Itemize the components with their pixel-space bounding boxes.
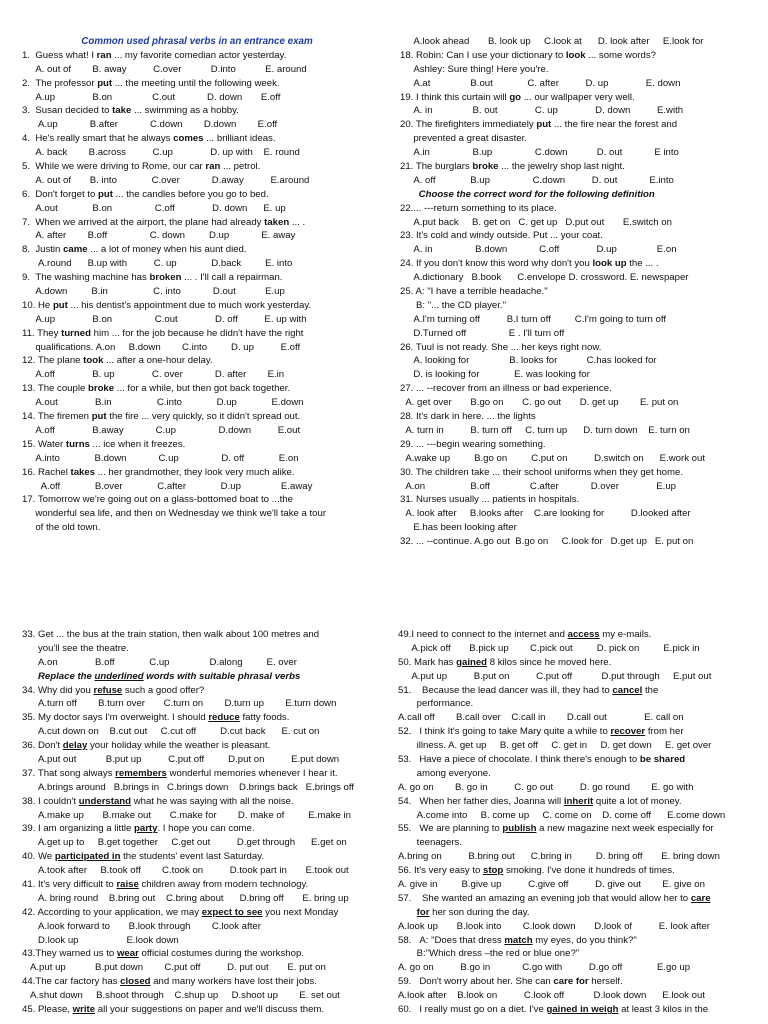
col2-line: A.wake up B.go on C.put on D.switch on E.work out <box>400 452 705 464</box>
col2-line: A.dictionary B.book C.envelope D. crossword. E. newspaper <box>400 272 689 284</box>
col1-line: of the old town. <box>22 522 101 534</box>
col1-line: A.out B.in C.into D.up E.down <box>22 397 304 409</box>
col1-line: 17. Tomorrow we're going out on a glass-bottomed boat to ...the <box>22 494 293 506</box>
column-right-bottom <box>398 628 760 1017</box>
col4-line: A.bring on B.bring out C.bring in D. bring off E. bring down <box>398 851 720 863</box>
col1-line: A.off B.away C.up D.down E.out <box>22 424 301 436</box>
col2-line: A. get over B.go on C. go out D. get up E. put on <box>400 397 679 409</box>
col1-line: 13. The couple broke ... for a while, but then got back together. <box>22 383 291 395</box>
col1-line: 1. Guess what! I ran ... my favorite comedian actor yesterday. <box>22 49 287 61</box>
col2-line: E.has been looking after <box>400 522 517 534</box>
questions-1-17 <box>22 49 372 535</box>
col3-line: Replace the underlined words with suitable phrasal verbs <box>38 670 301 682</box>
col1-line: A.up B.after C.down D.down E.off <box>22 119 278 131</box>
col2-line: A.look ahead B. look up C.look at D. look after E.look for <box>400 36 704 47</box>
col1-line: 15. Water turns ... ice when it freezes. <box>22 438 186 450</box>
col2-line: D.Turned off E . I'll turn off <box>400 327 565 339</box>
col2-line: 25. A: "I have a terrible headache." <box>400 286 548 298</box>
col1-line: A. out of B. into C.over D.away E.around <box>22 174 310 186</box>
col1-line: 5. While we were driving to Rome, our car ran ... petrol. <box>22 161 261 173</box>
col3-line: 38. I couldn't understand what he was saying with all the noise. <box>22 795 294 807</box>
col2-line: 24. If you don't know this word why don't you look up the ... . <box>400 258 659 270</box>
col3-line: you'll see the theatre. <box>22 642 129 654</box>
col4-line: 52. I think It's going to take Mary quite a while to recover from her <box>398 726 684 738</box>
col3-line: A.look forward to B.look through C.look after <box>22 920 261 932</box>
col3-line: A.on B.off C.up D.along E. over <box>22 656 297 668</box>
col4-line: 60. I really must go on a diet. I've gained in weigh at least 3 kilos in the <box>398 1004 709 1016</box>
col3-line: A.shut down B.shoot through C.shup up D.shoot up E. set out <box>22 990 340 1002</box>
col1-line: 14. The firemen put the fire ... very quickly, so it didn't spread out. <box>22 411 301 423</box>
col4-line: among everyone. <box>398 767 491 779</box>
col1-line: A. back B.across C.up D. up with E. round <box>22 147 300 159</box>
col2-line: 30. The children take ... their school uniforms when they get home. <box>400 466 683 478</box>
col3-line: A.put up B.put down C.put off D. put out E. put on <box>22 962 326 974</box>
col1-line: qualifications. A.on B.down C.into D. up E.off <box>22 341 301 353</box>
col4-line: B:"Which dress –the red or blue one?" <box>398 948 580 960</box>
col1-line: 9. The washing machine has broken ... . I'll call a repairman. <box>22 272 283 284</box>
col2-line: 32. ... --continue. A.go out B.go on C.look for D.get up E. put on <box>400 536 694 548</box>
col3-line: 39. I am organizing a little party. I hope you can come. <box>22 823 255 835</box>
col3-line: 40. We participated in the students' event last Saturday. <box>22 851 264 863</box>
col2-line: 28. It's dark in here. ... the lights <box>400 411 536 423</box>
col3-line: A.turn off B.turn over C.turn on D.turn up E.turn down <box>22 698 337 710</box>
col3-line: 34. Why did you refuse such a good offer? <box>22 684 205 696</box>
col2-line: 26. Tuul is not ready. She ... her keys right now. <box>400 341 602 353</box>
col1-line: 11. They turned him ... for the job because he didn't have the right <box>22 327 304 339</box>
document-title: Common used phrasal verbs in an entrance exam <box>81 36 313 47</box>
col2-line: 31. Nurses usually ... patients in hospitals. <box>400 494 580 506</box>
col1-line: 2. The professor put ... the meeting until the following week. <box>22 77 280 89</box>
col1-line: A.out B.on C.off D. down E. up <box>22 202 286 214</box>
col4-line: for her son during the day. <box>416 906 530 918</box>
col1-line: 6. Don't forget to put ... the candles before you go to bed. <box>22 188 269 200</box>
col3-line: 33. Get ... the bus at the train station, then walk about 100 metres and <box>22 629 320 640</box>
col4-line: A.come into B. come up C. come on D. come off E.come down <box>398 809 726 821</box>
col2-line: A. looking for B. looks for C.has looked for <box>400 355 657 367</box>
col3-line: A.put out B.put up C.put off D.put on E.put down <box>22 754 340 766</box>
col3-line: A.make up B.make out C.make for D. make of E.make in <box>22 809 351 821</box>
col2-line: prevented a great disaster. <box>400 133 527 145</box>
col1-line: A.up B.on C.out D. off E. up with <box>22 313 307 325</box>
col4-line: 56. It's very easy to stop smoking. I've done it hundreds of times. <box>398 865 675 877</box>
col4-line: A.put up B.put on C.put off D.put through E.put out <box>398 670 712 682</box>
col4-line: 54. When her father dies, Joanna will inherit quite a lot of money. <box>398 795 682 807</box>
col4-line: teenagers. <box>398 837 462 849</box>
col3-line: A. bring round B.bring out C.bring about D.bring off E. bring up <box>22 892 349 904</box>
col2-line: 18. Robin: Can I use your dictionary to look ... some words? <box>400 49 656 61</box>
col3-line: 43.They warned us to wear official costumes during the workshop. <box>22 948 304 960</box>
col2-line: A. in B. out C. up D. down E.with <box>400 105 684 117</box>
col1-line: 7. When we arrived at the airport, the plane had already taken ... . <box>22 216 306 228</box>
col2-line: Ashley: Sure thing! Here you're. <box>400 63 549 75</box>
col4-line: illness. A. get up B. get off C. get in D. get down E. get over <box>398 740 712 752</box>
col4-line: performance. <box>398 698 474 710</box>
col1-line: A.into B.down C.up D. off E.on <box>22 452 299 464</box>
col1-line: A.up B.on C.out D. down E.off <box>22 91 281 103</box>
col3-line: D.look up E.look down <box>22 934 179 946</box>
col4-line: 57. She wanted an amazing an evening job that would allow her to care <box>398 892 711 904</box>
col4-line: 50. Mark has gained 8 kilos since he moved here. <box>398 656 612 668</box>
col4-line: 49.I need to connect to the internet and access my e-mails. <box>398 629 652 640</box>
col2-line: A.put back B. get on C. get up D.put out E.switch on <box>400 216 672 228</box>
col1-line: A. after B.off C. down D.up E. away <box>22 230 296 242</box>
col4-line: 53. Have a piece of chocolate. I think there's enough to be shared <box>398 754 686 766</box>
col4-line: A.look after B.look on C.look off D.look down E.look out <box>398 990 705 1002</box>
col4-line: A. go on B. go in C. go out D. go round E. go with <box>398 781 694 793</box>
col4-line: A.look up B.look into C.look down D.look of E. look after <box>398 920 710 932</box>
col4-line: 59. Don't worry about her. She can care for herself. <box>398 976 623 988</box>
col1-line: 3. Susan decided to take ... swimming as a hobby. <box>22 105 239 117</box>
col4-line: 51. Because the lead dancer was ill, they had to cancel the <box>398 684 659 696</box>
col2-line: A. in B.down C.off D.up E.on <box>400 244 677 256</box>
column-left-top <box>22 35 372 535</box>
col2-line: A.in B.up C.down D. out E into <box>400 147 679 159</box>
col1-line: 10. He put ... his dentist's appointment due to much work yesterday. <box>22 299 312 311</box>
col1-line: 12. The plane took ... after a one-hour delay. <box>22 355 213 367</box>
col2-line: 20. The firefighters immediately put ... the fire near the forest and <box>400 119 678 131</box>
col1-line: A.down B.in C. into D.out E.up <box>22 286 285 298</box>
col3-line: 37. That song always remembers wonderful memories whenever I hear it. <box>22 767 338 779</box>
col1-line: 16. Rachel takes ... her grandmother, they look very much alike. <box>22 466 295 478</box>
col2-line: 29. ... ---begin wearing something. <box>400 438 546 450</box>
col4-line: A.call off B.call over C.call in D.call out E. call on <box>398 712 684 724</box>
column-left-bottom <box>22 628 372 1017</box>
col2-line: 19. I think this curtain will go ... our wallpaper very well. <box>400 91 635 103</box>
col3-line: 45. Please, write all your suggestions on paper and we'll discuss them. <box>22 1004 325 1016</box>
col1-line: wonderful sea life, and then on Wednesday we think we'll take a tour <box>22 508 327 520</box>
col3-line: A.cut down on B.cut out C.cut off D.cut back E. cut on <box>22 726 320 738</box>
col1-line: 4. He's really smart that he always comes ... brilliant ideas. <box>22 133 276 145</box>
col3-line: A.get up to B.get together C.get out D.get through E.get on <box>22 837 347 849</box>
col1-line: A.round B.up with C. up D.back E. into <box>22 258 293 270</box>
col1-line: A.off B. up C. over D. after E.in <box>22 369 285 381</box>
col2-line: 21. The burglars broke ... the jewelry shop last night. <box>400 161 625 173</box>
col3-line: 44.The car factory has closed and many workers have lost their jobs. <box>22 976 317 988</box>
col2-line: A.at B.out C. after D. up E. down <box>400 77 681 89</box>
col3-line: 41. It's very difficult to raise children away from modern technology. <box>22 879 309 891</box>
col4-line: 55. We are planning to publish a new magazine next week especially for <box>398 823 714 835</box>
col2-line: B: "... the CD player." <box>400 299 506 311</box>
col4-line: 58. A: "Does that dress match my eyes, do you think?" <box>398 934 637 946</box>
column-right-top <box>400 35 760 549</box>
col2-line: A.I'm turning off B.I turn off C.I'm going to turn off <box>400 313 667 325</box>
col3-line: 42. According to your application, we may expect to see you next Monday <box>22 906 339 918</box>
col2-line: D. is looking for E. was looking for <box>400 369 590 381</box>
col3-line: A.took after B.took off C.took on D.took part in E.took out <box>22 865 349 877</box>
col2-line: A. look after B.looks after C.are looking for D.looked after <box>400 508 691 520</box>
col2-line: 23. It's cold and windy outside. Put ... your coat. <box>400 230 603 242</box>
col4-line: A.pick off B.pick up C.pick out D. pick on E.pick in <box>398 642 700 654</box>
col4-line: A. go on B.go in C.go with D.go off E.go up <box>398 962 691 974</box>
col4-line: A. give in B.give up C.give off D. give out E. give on <box>398 879 705 891</box>
col3-line: 35. My doctor says I'm overweight. I should reduce fatty foods. <box>22 712 290 724</box>
col1-line: A.off B.over C.after D.up E.away <box>22 480 313 492</box>
col2-line: Choose the correct word for the following definition <box>418 188 655 200</box>
col2-line: A.on B.off C.after D.over E.up <box>400 480 677 492</box>
col3-line: A.brings around B.brings in C.brings down D.brings back E.brings off <box>22 781 355 793</box>
col2-line: 27. ... --recover from an illness or bad experience. <box>400 383 612 395</box>
col2-line: 22.... ---return something to its place. <box>400 202 557 214</box>
col2-line: A. off B.up C.down D. out E.into <box>400 174 674 186</box>
col1-line: 8. Justin came ... a lot of money when his aunt died. <box>22 244 247 256</box>
col1-line: A. out of B. away C.over D.into E. around <box>22 63 307 75</box>
col2-line: A. turn in B. turn off C. turn up D. turn down E. turn on <box>400 424 690 436</box>
col3-line: 36. Don't delay your holiday while the weather is pleasant. <box>22 740 271 752</box>
